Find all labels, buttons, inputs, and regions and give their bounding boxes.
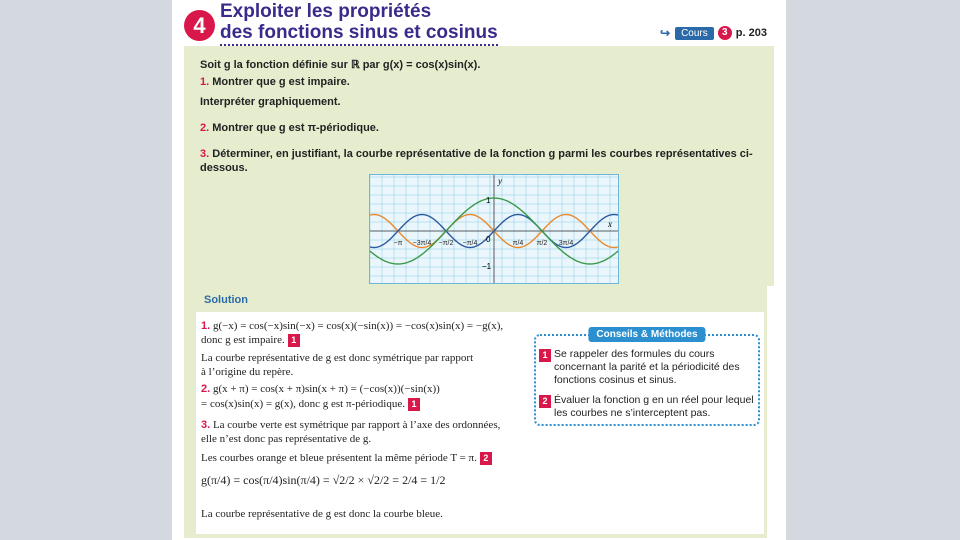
method-1: [542, 348, 756, 387]
method-2-text: Évaluer la fonction g en un réel pour lequel les courbes ne s’interceptent pas.: [554, 394, 754, 419]
exercise-title-line-2: des fonctions sinus et cosinus: [220, 23, 498, 46]
y-label-one: 1: [486, 196, 491, 205]
solution-2-number: 2.: [201, 383, 211, 395]
solution-line-11: La courbe représentative de g est donc la courbe bleue.: [201, 508, 443, 520]
question-1b: Interpréter graphiquement.: [200, 96, 341, 108]
solution-line-1-text: g(−x) = cos(−x)sin(−x) = cos(x)(−sin(x)) = −cos(x)sin(x) = −g(x),: [212, 320, 504, 332]
question-1: [200, 75, 350, 89]
exercise-header: [172, 0, 786, 46]
solution-body: [196, 312, 764, 534]
cours-tag[interactable]: Cours: [675, 27, 714, 40]
x-axis-label: x: [608, 219, 612, 229]
statement-intro: Soit g la fonction définie sur ℝ par g(x) = cos(x)sin(x).: [200, 59, 481, 71]
methods-box: [534, 329, 760, 426]
reference-arrow-icon: ↪: [660, 26, 671, 40]
solution-3-number: 3.: [201, 419, 211, 431]
method-1-number: 1: [539, 349, 551, 362]
solution-line-1: [201, 320, 503, 333]
question-2-text: Montrer que g est π-périodique.: [212, 122, 379, 134]
x-tick-label: π/2: [536, 240, 548, 247]
solution-line-3: La courbe représentative de g est donc symétrique par rapport: [201, 352, 474, 364]
method-marker-1[interactable]: 1: [288, 334, 300, 347]
solution-line-7-text: La courbe verte est symétrique par rapport à l’axe des ordonnées,: [212, 419, 501, 431]
question-1-text: Montrer que g est impaire.: [212, 76, 350, 88]
method-marker-2[interactable]: 2: [480, 452, 492, 465]
graph-svg: [370, 175, 618, 283]
method-marker-1b[interactable]: 1: [408, 398, 420, 411]
reference-page: p. 203: [735, 27, 767, 39]
question-3: [200, 147, 760, 175]
solution-label: Solution: [204, 294, 248, 306]
question-2-number: 2.: [200, 122, 210, 134]
cours-number-badge: 3: [718, 26, 732, 40]
solution-line-9: [201, 452, 492, 465]
x-tick-label: 3π/4: [558, 240, 574, 247]
solution-line-8: elle n’est donc pas représentative de g.: [201, 433, 372, 445]
solution-line-2: [201, 334, 300, 347]
solution-line-6-text: = cos(x)sin(x) = g(x), donc g est π-périodique.: [201, 398, 405, 411]
method-2-number: 2: [539, 395, 551, 408]
solution-line-5-text: g(x + π) = cos(x + π)sin(x + π) = (−cos(x))(−sin(x)): [212, 383, 440, 395]
solution-line-4: à l’origine du repère.: [201, 366, 294, 378]
curves-graph: [369, 174, 619, 284]
x-tick-label: −3π/4: [412, 240, 432, 247]
question-2: [200, 121, 379, 135]
x-tick-label: −π/4: [462, 240, 478, 247]
method-2: [542, 394, 756, 420]
method-1-text: Se rappeler des formules du cours concernant la parité et la périodicité des fonctions cosinus et sinus.: [554, 348, 740, 386]
exercise-number-badge: 4: [184, 10, 215, 41]
x-tick-label: π/4: [512, 240, 524, 247]
question-3-number: 3.: [200, 148, 210, 160]
x-tick-label: −π: [393, 240, 403, 247]
solution-1-number: 1.: [201, 320, 211, 332]
solution-line-10: g(π/4) = cos(π/4)sin(π/4) = √2/2 × √2/2 = 2/4 = 1/2: [201, 473, 446, 487]
x-tick-label: −π/2: [438, 240, 454, 247]
solution-line-9-text: Les courbes orange et bleue présentent la même période T = π.: [201, 452, 477, 465]
question-3-text: Déterminer, en justifiant, la courbe représentative de la fonction g parmi les courbes représentatives ci-dessous.: [200, 148, 753, 174]
solution-line-6: [201, 398, 420, 411]
textbook-page: [172, 0, 786, 540]
exercise-statement: [184, 46, 774, 286]
solution-section: [184, 286, 767, 538]
y-axis-label: y: [498, 176, 502, 186]
solution-line-5: [201, 383, 440, 396]
question-1-number: 1.: [200, 76, 210, 88]
course-reference[interactable]: [660, 25, 767, 41]
exercise-title-line-1: Exploiter les propriétés: [220, 1, 432, 22]
y-label-minus-one: −1: [482, 262, 492, 271]
solution-line-2-text: donc g est impaire.: [201, 334, 285, 347]
methods-title: Conseils & Méthodes: [588, 327, 705, 342]
origin-label: 0: [486, 235, 491, 244]
solution-line-7: [201, 419, 500, 432]
